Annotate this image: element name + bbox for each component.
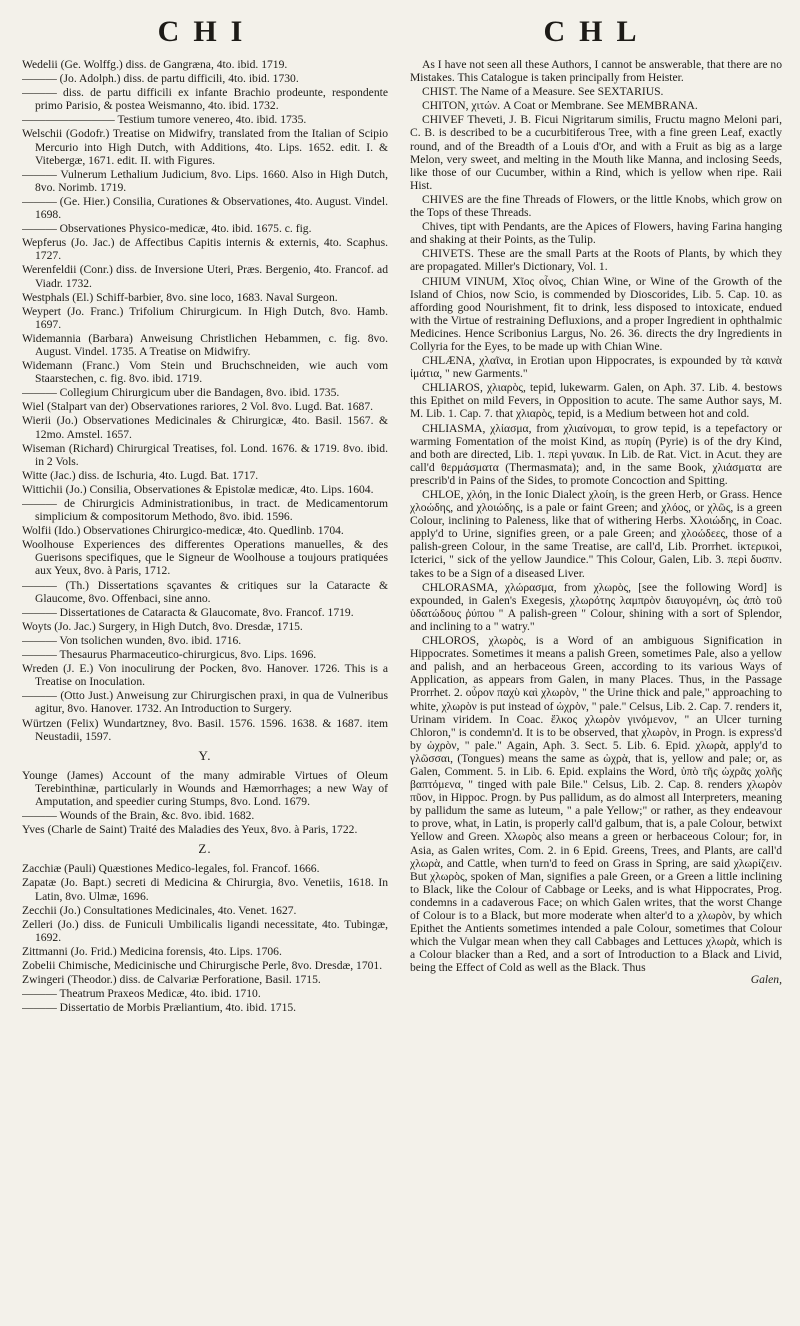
bibliography-entry: Wolfii (Ido.) Observationes Chirurgico-medicæ, 4to. Quedlinb. 1704.: [22, 524, 344, 538]
dictionary-entry: CHITON, χιτών. A Coat or Membrane. See MEMBRANA.: [422, 99, 698, 113]
dictionary-entries: [410, 58, 782, 974]
bibliography-entry: ——— (Ge. Hier.) Consilia, Curationes & Observationes, 4to. August. Vindel. 1698.: [22, 194, 388, 222]
bibliography-entry: Welschii (Godofr.) Treatise on Midwifry, translated from the Italian of Scipio Mercurio into High Dutch, with Additions, 4to. Lips. 1652. edit. I. & Vitebergæ, 1671. edit. II. with Figures.: [22, 127, 388, 167]
dictionary-entry: CHLIAROS, χλιαρὸς, tepid, lukewarm. Galen, on Aph. 37. Lib. 4. bestows this Epithet on mild Fevers, in Opposition to acute. The same Author says, M. M. Lib. 1. Cap. 7. that χλιαρὸς, tepid, is a Medium between hot and cold.: [410, 381, 782, 421]
bibliography-entry: Wiel (Stalpart van der) Observationes rariores, 2 Vol. 8vo. Lugd. Bat. 1687.: [22, 400, 374, 414]
catchword: Galen,: [750, 973, 782, 987]
bibliography-entry: Wreden (J. E.) Von inoculirung der Pocken, 8vo. Hanover. 1726. This is a Treatise on Inoculation.: [22, 662, 388, 689]
running-headers: [22, 14, 782, 54]
bibliography-entry: Wiseman (Richard) Chirurgical Treatises, fol. Lond. 1676. & 1719. 8vo. ibid. in 2 Vols.: [22, 441, 388, 468]
bibliography-entry: Zelleri (Jo.) diss. de Funiculi Umbilicalis ligandi necessitate, 4to. Tubingæ, 1692.: [22, 917, 388, 944]
dictionary-entry: CHIUM VINUM, Χῖος οἶνος, Chian Wine, or Wine of the Growth of the Island of Chios, now Scio, is commended by Dioscorides, Lib. 5. Cap. 10. as affording good Nourishment, fit to drink, less disposed to intoxicate, endued with the Virtue of restraining Defluxions, and a proper Ingredient in ophthalmic Medicines. Hence Scribonius Largus, No. 26. 36. directs the dry Ingredients in Collyria for the Eyes, to be made up with Chian Wine.: [410, 274, 782, 353]
bibliography-entry: Zapatæ (Jo. Bapt.) secreti di Medicina & Chirurgia, 8vo. Venetiis, 1618. In Latin, 8vo. Ulmæ, 1696.: [22, 876, 388, 903]
dictionary-entry: CHLIASMA, χλίασμα, from χλιαίνομαι, to grow tepid, is a tepefactory or warming Fomentation of the moist Kind, as πυρίη (Pyrie) is of the dry Kind, and both are directed, Lib. 1. περὶ γυναικ. In Lib. de Rat. Vict. in Acut. they are call'd θερμάσματα (Thermasmata); and, in the same Book, χλιάσματα are prescrib'd in Pains of the Sides, to promote Concoction and Spitting.: [410, 421, 782, 487]
bibliography-entry: Wittichii (Jo.) Consilia, Observationes & Epistolæ medicæ, 4to. Lips. 1604.: [22, 482, 374, 496]
bibliography-entry: Wierii (Jo.) Observationes Medicinales & Chirurgicæ, 4to. Basil. 1567. & 12mo. Amstel. 1657.: [22, 414, 388, 441]
bibliography-entry: Wepferus (Jo. Jac.) de Affectibus Capitis internis & externis, 4to. Scaphus. 1727.: [22, 236, 388, 263]
bibliography-entry: ——— de Chirurgicis Administrationibus, in tract. de Medicamentorum simplicium & compositorum Methodo, 8vo. ibid. 1596.: [22, 497, 388, 524]
bibliography-entry: ——— Theatrum Praxeos Medicæ, 4to. ibid. 1710.: [22, 987, 261, 1001]
dictionary-entry: CHIVES are the fine Threads of Flowers, or the little Knobs, which grow on the Tops of these Threads.: [410, 192, 782, 220]
bibliography-entry: Werenfeldii (Conr.) diss. de Inversione Uteri, Præs. Bergenio, 4to. Francof. ad Viadr. 1732.: [22, 263, 388, 290]
dictionary-entry: CHIST. The Name of a Measure. See SEXTARIUS.: [422, 85, 664, 99]
bibliography-entry: Würtzen (Felix) Wundartzney, 8vo. Basil. 1576. 1596. 1638. & 1687. item Neustadii, 1597.: [22, 716, 388, 743]
bibliography-entry: ——— (Otto Just.) Anweisung zur Chirurgischen praxi, in qua de Vulneribus agitur, 8vo. Hanover. 1732. An Introduction to Surgery.: [22, 689, 388, 716]
text-columns: [22, 58, 782, 1318]
bibliography-entry: ——— Observationes Physico-medicæ, 4to. ibid. 1675. c. fig.: [22, 222, 312, 236]
dictionary-entry: CHLORASMA, χλώρασμα, from χλωρὸς, [see the following Word] is expounded, in Galen's Exegesis, χλωρότης λαμπρὸν διαυγομένη, ὡς ἀπὸ τοῦ ὑδατώδους ῥύπου " A palish-green " Colour, shining with a sort of Splendor, and inclining to a " watry.": [410, 580, 782, 633]
bibliography-entry: Younge (James) Account of the many admirable Virtues of Oleum Terebinthinæ, particularly in Wounds and Hæmorrhages; a new Way of Amputation, and speedier curing Stumps, 8vo. Lond. 1679.: [22, 768, 388, 808]
dictionary-entry: Chives, tipt with Pendants, are the Apices of Flowers, having Farina hanging and shaking at their Points, as the Tulip.: [410, 220, 782, 247]
bibliography-entry: Zittmanni (Jo. Frid.) Medicina forensis, 4to. Lips. 1706.: [22, 944, 282, 958]
bibliography-entry: ——— Wounds of the Brain, &c. 8vo. ibid. 1682.: [22, 809, 255, 823]
bibliography-entry: Woolhouse Experiences des differentes Operations manuelles, & des Guerisons specifiques, que le Signeur de Woolhouse a toujours pratiquées aux Yeux, 8vo. à Paris, 1712.: [22, 538, 388, 578]
left-header: CHI: [157, 15, 257, 48]
right-column: [410, 58, 782, 1318]
bibliography-entry: ——— (Th.) Dissertations sçavantes & critiques sur la Cataracte & Glaucome, 8vo. Offenbaci, sine anno.: [22, 578, 388, 605]
bibliography-entry: Widemann (Franc.) Vom Stein und Bruchschneiden, wie auch vom Staarstechen, c. fig. 8vo. ibid. 1719.: [22, 359, 388, 386]
bibliography-entry: Westphals (El.) Schiff-barbier, 8vo. sine loco, 1683. Naval Surgeon.: [22, 290, 338, 304]
section-y-heading: Y.: [198, 747, 212, 763]
entries-w: [22, 58, 388, 743]
bibliography-entry: ——— diss. de partu difficili ex infante Brachio prodeunte, respondente primo Parisio, & postea Weismanno, 4to. ibid. 1732.: [22, 86, 388, 113]
bibliography-entry: Zecchii (Jo.) Consultationes Medicinales, 4to. Venet. 1627.: [22, 903, 297, 917]
bibliography-entry: Wedelii (Ge. Wolffg.) diss. de Gangræna, 4to. ibid. 1719.: [22, 58, 288, 71]
bibliography-entry: Woyts (Jo. Jac.) Surgery, in High Dutch, 8vo. Dresdæ, 1715.: [22, 619, 303, 633]
dictionary-entry: CHLOROS, χλωρὸς, is a Word of an ambiguous Signification in Hippocrates. Sometimes it means a palish Green, sometimes Pale, also a yellow and palish, and an herbaceous Green, according to its various Ways of Application, as appears from Galen, in many Places. Thus, in the Passage Prorrhet. 2. οὖρον παχὺ καὶ χλωρὸν, " the Urine thick and pale," approaching to white, χλωρὸν is put instead of ὠχρὸν, " pale." Celsus, Lib. 2. Cap. 7. renders it, Urinam viridem. In Coac. ἕλκος χλωρὸν γινόμενον, " an Ulcer turning Chloron," is condemn'd. It is to be observed, that χλωρὸν, in Progn. is express'd by ὠχρὸν, " pale." Again, Aph. 3. Sect. 5. Lib. 6. Epid. χλωρὰ, apply'd to γλῶσσαι, (Tongues) means the same as ὠχρὰ, that is, yellow and pale; or, as Galen, Comment. 5. in Lib. 6. Epid. explains the Word, ὑπὸ τῆς ὠχρᾶς χολῆς βαπτόμενα, " tinged with pale Bile." Celsus, Lib. 2. Cap. 8. renders χλωρὸν πῦον, in Hippoc. Progn. by Pus pallidum, as do almost all Interpreters, meaning by pallidum the same as luteum, " a pale Yellow;" or rather, as they endeavour to prove, what, in Latin, is properly call'd galbum, that is, a pale Colour, betwixt Yellow and Green. Χλωρὸς also means a green or herbaceous Colour; for, in Asia, as Galen writes, Com. 2. in 6 Epid. Greens, Trees, and Plants, are call'd χλωρὰ, and Cattle, when turn'd to feed on Grass in Spring, are said χλωρίζειν. But χλωρὸς, spoken of Man, signifies a pale Green, or a Green a little inclining to Black, like the Colour of Cabbage or Leeks, and is what Hippocrates, Prog. condemns in a cadaverous Face; on which Galen writes, that the worst Change of Colour is to a Black, but more moderate when alter'd to a χλωρὸν, by which Epithet the Antients sometimes intended a pale Colour, sometimes that Colour which the Vulgar mean when they call Cabbages and Lettuces χλωρὰ, which is a Colour blacker than a Red, and a sort of Introduction to a Black and Livid, being the Effect of Cold as well as the Black. Thus: [410, 634, 782, 975]
dictionary-entry: CHLÆNA, χλαῖνα, in Erotian upon Hippocrates, is expounded by τὰ καινὰ ἱμάτια, " new Garments.": [410, 354, 782, 381]
entries-y: [22, 769, 388, 836]
bibliography-entry: Zacchiæ (Pauli) Quæstiones Medico-legales, fol. Francof. 1666.: [22, 862, 320, 876]
bibliography-entry: Zobelii Chimische, Medicinische und Chirurgische Perle, 8vo. Dresdæ, 1701.: [22, 959, 383, 972]
bibliography-entry: ——— Vulnerum Lethalium Judicium, 8vo. Lips. 1660. Also in High Dutch, 8vo. Norimb. 1719.: [22, 167, 388, 194]
right-header: CHL: [543, 15, 651, 48]
dictionary-entry: As I have not seen all these Authors, I cannot be answerable, that there are no Mistakes. This Catalogue is taken principally from Heister.: [410, 58, 782, 85]
bibliography-entry: ——— Dissertationes de Cataracta & Glaucomate, 8vo. Francof. 1719.: [22, 605, 354, 619]
bibliography-entry: ——— (Jo. Adolph.) diss. de partu difficili, 4to. ibid. 1730.: [22, 72, 299, 86]
dictionary-entry: CHIVETS. These are the small Parts at the Roots of Plants, by which they are propagated. Miller's Dictionary, Vol. 1.: [410, 247, 782, 274]
bibliography-entry: Yves (Charle de Saint) Traité des Maladies des Yeux, 8vo. à Paris, 1722.: [22, 823, 358, 837]
bibliography-entry: ——— Collegium Chirurgicum uber die Bandagen, 8vo. ibid. 1735.: [22, 386, 340, 400]
bibliography-entry: Weypert (Jo. Franc.) Trifolium Chirurgicum. In High Dutch, 8vo. Hamb. 1697.: [22, 304, 388, 331]
dictionary-entry: CHIVEF Theveti, J. B. Ficui Nigritarum similis, Fructu magno Meloni pari, C. B. is described to be a cucurbitiferous Tree, with a fine green Leaf, exactly round, and of the Breadth of a Louis d'Or, and with a Fruit as big as a large Melon, very sweet, and melting in the Mouth like Manna, and inclosing Seeds, like those of our Cucumber, within a Rind, which is yellow when ripe. Raii Hist.: [410, 113, 782, 192]
entries-z: [22, 862, 388, 1014]
bibliography-entry: ———————— Testium tumore venereo, 4to. ibid. 1735.: [22, 113, 307, 127]
section-z-heading: Z.: [198, 841, 212, 857]
dictionary-entry: CHLOE, χλόη, in the Ionic Dialect χλοίη, is the green Herb, or Grass. Hence χλοώδης, and χλοιώδης, is a pale or faint Green; and χλόος, or χλῶς, is a green Colour, inclining to Paleness, like that of withering Herbs. Χλοιώδης, in Coac. apply'd to Urine, signifies green, or a pale Green; and χλοώδεες, those of a palish-green Colour, in the same Treatise, are call'd, Lib. Prorrhet. ἰκτερικοὶ, Icterici, " sick of the yellow Jaundice." This Colour, Galen, Lib. 3. περὶ δυσπν. takes to be a Sign of a diseased Liver.: [410, 488, 782, 580]
bibliography-entry: ——— Von tsolichen wunden, 8vo. ibid. 1716.: [22, 633, 242, 647]
left-column: [22, 58, 388, 1318]
bibliography-entry: Witte (Jac.) diss. de Ischuria, 4to. Lugd. Bat. 1717.: [22, 468, 259, 482]
bibliography-entry: Zwingeri (Theodor.) diss. de Calvariæ Perforatione, Basil. 1715.: [22, 973, 321, 987]
bibliography-entry: Widemannia (Barbara) Anweisung Christlichen Hebammen, c. fig. 8vo. August. Vindel. 1735. A Treatise on Midwifry.: [22, 331, 388, 358]
bibliography-entry: ——— Thesaurus Pharmaceutico-chirurgicus, 8vo. Lips. 1696.: [22, 648, 317, 662]
bibliography-entry: ——— Dissertatio de Morbis Præliantium, 4to. ibid. 1715.: [22, 1001, 297, 1015]
